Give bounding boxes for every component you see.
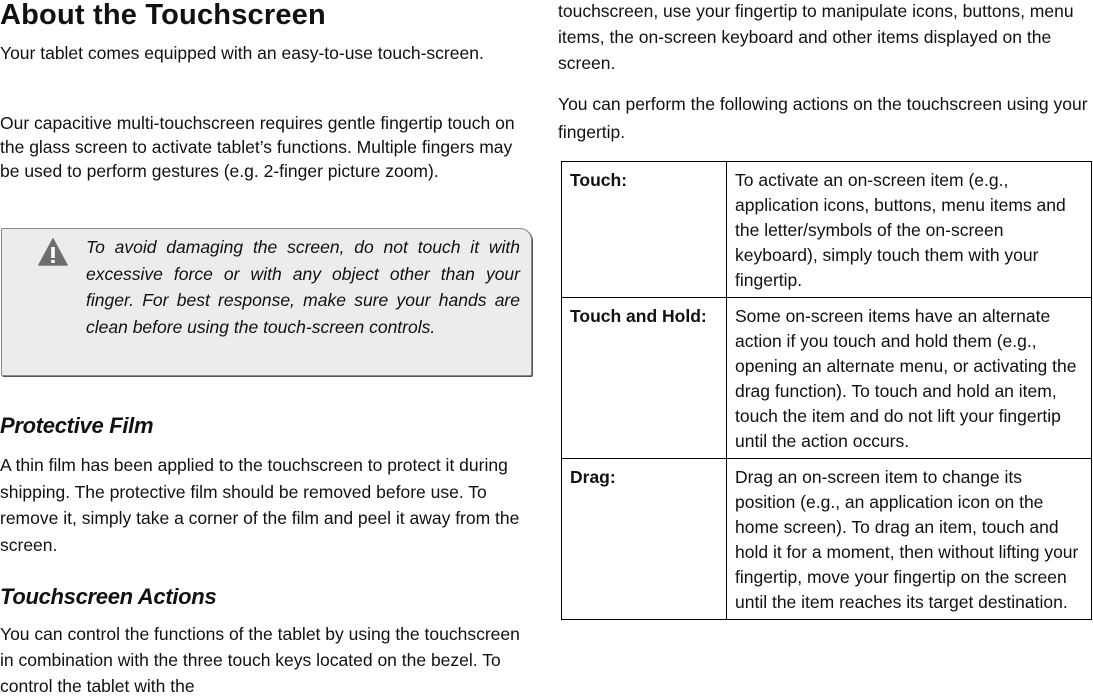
- warning-text: To avoid damaging the screen, do not touch it with excessive force or with any object other than your finger. For best response, make sure your hands are clean before using the touch-screen controls.: [86, 237, 520, 337]
- intro-paragraph: Your tablet comes equipped with an easy-to-use touch-screen.: [0, 43, 484, 63]
- action-description: Some on-screen items have an alternate action if you touch and hold them (e.g., opening an alternate menu, or activating the drag function). To touch and hold an item, touch the item and do not lift your fingertip until the action occurs.: [727, 298, 1092, 459]
- action-term: Touch and Hold:: [562, 298, 727, 459]
- table-row: [562, 298, 1092, 459]
- touchscreen-actions-text: You can control the functions of the tablet by using the touchscreen in combination with the three touch keys located on the bezel. To control the tablet with the: [0, 624, 520, 696]
- warning-icon: [38, 238, 68, 266]
- actions-lead-paragraph: You can perform the following actions on the touchscreen using your fingertip.: [558, 94, 1088, 142]
- action-term: Drag:: [562, 459, 727, 620]
- page-title: About the Touchscreen: [0, 0, 326, 31]
- protective-film-text: A thin film has been applied to the touchscreen to protect it during shipping. The protective film should be removed before use. To remove it, simply take a corner of the film and peel it away from the screen.: [0, 455, 520, 555]
- table-row: [562, 459, 1092, 620]
- capacitive-paragraph: Our capacitive multi-touchscreen requires gentle fingertip touch on the glass screen to activate tablet’s functions. Multiple fingers may be used to perform gestures (e.g. 2-finger picture zoom).: [0, 113, 515, 181]
- table-row: [562, 162, 1092, 298]
- protective-film-heading: Protective Film: [0, 413, 154, 438]
- continued-paragraph: touchscreen, use your fingertip to manipulate icons, buttons, menu items, the on-screen keyboard and other items displayed on the screen.: [558, 1, 1074, 73]
- action-description: To activate an on-screen item (e.g., application icons, buttons, menu items and the letter/symbols of the on-screen keyboard), simply touch them with your fingertip.: [727, 162, 1092, 298]
- touchscreen-actions-heading: Touchscreen Actions: [0, 584, 217, 609]
- action-term: Touch:: [562, 162, 727, 298]
- actions-table: [561, 161, 1092, 620]
- action-description: Drag an on-screen item to change its position (e.g., an application icon on the home screen). To drag an item, touch and hold it for a moment, then without lifting your fingertip, move your fingertip on the screen until the item reaches its target destination.: [727, 459, 1092, 620]
